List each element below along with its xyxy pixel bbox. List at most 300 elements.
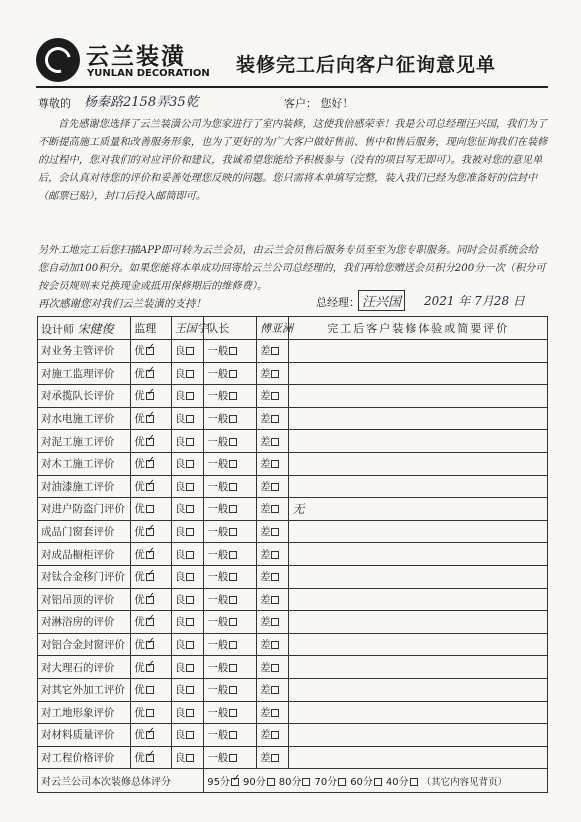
- option-checkbox[interactable]: [146, 664, 154, 672]
- table-row: [38, 656, 548, 679]
- option-cell[interactable]: [171, 701, 203, 724]
- option-checkbox[interactable]: [146, 370, 154, 378]
- option-checkbox[interactable]: [229, 460, 237, 468]
- option-cell[interactable]: [131, 633, 172, 656]
- option-checkbox[interactable]: [186, 415, 194, 423]
- score-checkbox[interactable]: [338, 778, 346, 786]
- option-label: 差: [259, 706, 271, 719]
- option-cell[interactable]: [131, 543, 172, 566]
- document-title: 装修完工后向客户征询意见单: [236, 54, 497, 76]
- option-label: 优: [134, 639, 145, 652]
- option-cell[interactable]: [256, 520, 288, 543]
- row-note[interactable]: [289, 543, 548, 566]
- option-label: 一般: [207, 413, 229, 426]
- row-note[interactable]: [289, 701, 548, 724]
- option-cell[interactable]: [256, 452, 288, 475]
- option-checkbox[interactable]: [229, 686, 237, 694]
- option-cell[interactable]: [204, 430, 257, 453]
- option-checkbox[interactable]: [271, 573, 279, 581]
- option-label: 良: [174, 571, 186, 584]
- row-note[interactable]: [289, 611, 548, 634]
- option-checkbox[interactable]: [146, 731, 154, 739]
- table-row: [38, 565, 548, 588]
- row-label: 对水电施工评价: [38, 407, 131, 430]
- option-cell[interactable]: [256, 656, 288, 679]
- option-cell[interactable]: [131, 407, 172, 430]
- table-row: [38, 452, 548, 475]
- option-cell[interactable]: [204, 565, 257, 588]
- row-label: 对工程价格评价: [38, 746, 131, 769]
- option-cell[interactable]: [171, 498, 203, 521]
- option-cell[interactable]: [171, 430, 203, 453]
- option-label: 一般: [207, 435, 229, 448]
- option-label: 一般: [207, 480, 229, 493]
- option-label: 差: [259, 593, 271, 606]
- option-cell[interactable]: [256, 678, 288, 701]
- row-note[interactable]: [289, 724, 548, 747]
- option-checkbox[interactable]: [146, 415, 154, 423]
- row-note[interactable]: [289, 385, 548, 408]
- option-checkbox[interactable]: [229, 709, 237, 717]
- score-checkbox[interactable]: [267, 778, 275, 786]
- option-cell[interactable]: [204, 385, 257, 408]
- option-label: 一般: [207, 729, 229, 742]
- option-checkbox[interactable]: [186, 709, 194, 717]
- option-label: 良: [174, 367, 186, 380]
- option-checkbox[interactable]: [146, 618, 154, 626]
- option-label: 一般: [207, 751, 229, 764]
- option-cell[interactable]: [256, 543, 288, 566]
- option-checkbox[interactable]: [186, 573, 194, 581]
- option-checkbox[interactable]: [229, 731, 237, 739]
- option-checkbox[interactable]: [271, 460, 279, 468]
- option-cell[interactable]: [171, 385, 203, 408]
- designer-label: 设计师: [41, 322, 74, 336]
- row-note[interactable]: [289, 362, 548, 385]
- option-cell[interactable]: [256, 701, 288, 724]
- gm-signature: 汪兴国: [358, 290, 405, 311]
- option-cell[interactable]: [131, 385, 172, 408]
- option-cell[interactable]: [171, 678, 203, 701]
- summary-label: 对云兰公司本次装修总体评分: [38, 769, 204, 793]
- row-label: 对承揽队长评价: [38, 385, 131, 408]
- option-cell[interactable]: [131, 340, 172, 363]
- option-label: 良: [174, 390, 186, 403]
- option-cell[interactable]: [256, 385, 288, 408]
- table-row: [38, 520, 548, 543]
- option-checkbox[interactable]: [186, 641, 194, 649]
- option-label: 优: [134, 345, 145, 358]
- option-checkbox[interactable]: [146, 709, 154, 717]
- option-label: 良: [174, 661, 186, 674]
- row-label: 对大理石的评价: [38, 656, 131, 679]
- row-label: 对其它外加工评价: [38, 678, 131, 701]
- option-checkbox[interactable]: [146, 573, 154, 581]
- score-option[interactable]: [314, 773, 346, 788]
- option-checkbox[interactable]: [186, 551, 194, 559]
- option-checkbox[interactable]: [271, 754, 279, 762]
- option-label: 一般: [207, 571, 229, 584]
- score-checkbox[interactable]: [374, 778, 382, 786]
- option-checkbox[interactable]: [146, 686, 154, 694]
- option-cell[interactable]: [131, 475, 172, 498]
- option-cell[interactable]: [131, 520, 172, 543]
- option-label: 一般: [207, 684, 229, 697]
- table-row: [38, 633, 548, 656]
- option-cell[interactable]: [204, 588, 257, 611]
- option-label: 差: [259, 616, 271, 629]
- option-checkbox[interactable]: [146, 505, 154, 513]
- option-checkbox[interactable]: [271, 709, 279, 717]
- foreman-label: 队长: [207, 322, 230, 335]
- option-label: 优: [134, 729, 145, 742]
- option-label: 优: [134, 458, 145, 471]
- option-cell[interactable]: [256, 724, 288, 747]
- option-cell[interactable]: [171, 452, 203, 475]
- option-checkbox[interactable]: [146, 596, 154, 604]
- table-row: [38, 475, 548, 498]
- option-label: 差: [259, 751, 271, 764]
- score-option[interactable]: [386, 773, 418, 788]
- option-cell[interactable]: [131, 724, 172, 747]
- option-label: 优: [134, 435, 145, 448]
- option-cell[interactable]: [204, 452, 257, 475]
- option-checkbox[interactable]: [271, 596, 279, 604]
- table-row: [38, 543, 548, 566]
- evaluation-table: [37, 316, 548, 793]
- option-cell[interactable]: [131, 656, 172, 679]
- option-label: 一般: [207, 367, 229, 380]
- option-cell[interactable]: [131, 701, 172, 724]
- option-cell[interactable]: [204, 475, 257, 498]
- option-checkbox[interactable]: [271, 438, 279, 446]
- option-cell[interactable]: [204, 362, 257, 385]
- designer-name: 宋健俊: [77, 321, 114, 336]
- option-cell[interactable]: [204, 656, 257, 679]
- table-row: [38, 498, 548, 521]
- option-cell[interactable]: [171, 565, 203, 588]
- row-label: 对铝吊顶的评价: [38, 588, 131, 611]
- option-checkbox[interactable]: [229, 415, 237, 423]
- option-cell[interactable]: [171, 633, 203, 656]
- option-cell[interactable]: [204, 498, 257, 521]
- table-row: [38, 588, 548, 611]
- score-checkbox[interactable]: [231, 778, 239, 786]
- option-cell[interactable]: [171, 520, 203, 543]
- option-label: 差: [259, 503, 271, 516]
- option-cell[interactable]: [171, 588, 203, 611]
- option-label: 良: [174, 548, 186, 561]
- option-checkbox[interactable]: [146, 347, 154, 355]
- option-label: 良: [174, 526, 186, 539]
- score-option[interactable]: [350, 773, 382, 788]
- option-label: 差: [259, 548, 271, 561]
- sign-date: 2021 年 7月28 日: [424, 294, 525, 308]
- row-label: 对工地形象评价: [38, 701, 131, 724]
- option-label: 优: [134, 503, 145, 516]
- option-checkbox[interactable]: [229, 754, 237, 762]
- option-checkbox[interactable]: [229, 641, 237, 649]
- option-label: 优: [134, 526, 145, 539]
- row-label: 对业务主管评价: [38, 340, 131, 363]
- option-checkbox[interactable]: [229, 392, 237, 400]
- option-cell[interactable]: [171, 543, 203, 566]
- option-checkbox[interactable]: [229, 551, 237, 559]
- row-note[interactable]: [289, 678, 548, 701]
- option-checkbox[interactable]: [229, 505, 237, 513]
- score-option[interactable]: [207, 773, 239, 788]
- option-checkbox[interactable]: [186, 731, 194, 739]
- option-cell[interactable]: [131, 362, 172, 385]
- option-cell[interactable]: [256, 430, 288, 453]
- foreman-name: 傅亚洲: [256, 317, 288, 340]
- row-label: 对材料质量评价: [38, 724, 131, 747]
- option-checkbox[interactable]: [271, 664, 279, 672]
- option-label: 差: [259, 390, 271, 403]
- option-checkbox[interactable]: [186, 686, 194, 694]
- option-label: 良: [174, 458, 186, 471]
- row-note[interactable]: [289, 633, 548, 656]
- score-label: 95分: [207, 777, 230, 789]
- note-header: 完工后客户装修体验或简要评价: [289, 317, 548, 340]
- row-label: 对施工监理评价: [38, 362, 131, 385]
- option-label: 差: [259, 367, 271, 380]
- row-note[interactable]: [289, 520, 548, 543]
- option-label: 良: [174, 706, 186, 719]
- option-checkbox[interactable]: [186, 596, 194, 604]
- option-label: 一般: [207, 661, 229, 674]
- option-cell[interactable]: [171, 407, 203, 430]
- option-cell[interactable]: [256, 340, 288, 363]
- option-checkbox[interactable]: [271, 731, 279, 739]
- score-option[interactable]: [279, 773, 311, 788]
- option-label: 良: [174, 503, 186, 516]
- supervisor-name: 王国宇: [171, 317, 203, 340]
- option-label: 良: [174, 593, 186, 606]
- option-label: 良: [174, 684, 186, 697]
- option-cell[interactable]: [171, 611, 203, 634]
- option-cell[interactable]: [171, 475, 203, 498]
- option-checkbox[interactable]: [186, 754, 194, 762]
- option-label: 差: [259, 345, 271, 358]
- table-row: [38, 746, 548, 769]
- option-label: 差: [259, 571, 271, 584]
- option-checkbox[interactable]: [186, 618, 194, 626]
- option-cell[interactable]: [256, 498, 288, 521]
- row-note[interactable]: [289, 565, 548, 588]
- option-checkbox[interactable]: [146, 483, 154, 491]
- option-cell[interactable]: [131, 746, 172, 769]
- option-cell[interactable]: [131, 430, 172, 453]
- option-cell[interactable]: [171, 746, 203, 769]
- option-checkbox[interactable]: [229, 370, 237, 378]
- option-label: 差: [259, 729, 271, 742]
- option-checkbox[interactable]: [229, 347, 237, 355]
- option-label: 一般: [207, 345, 229, 358]
- option-label: 优: [134, 706, 145, 719]
- option-cell[interactable]: [204, 633, 257, 656]
- option-label: 优: [134, 684, 145, 697]
- option-cell[interactable]: [131, 588, 172, 611]
- option-checkbox[interactable]: [146, 754, 154, 762]
- option-label: 优: [134, 751, 145, 764]
- option-checkbox[interactable]: [186, 392, 194, 400]
- option-cell[interactable]: [131, 498, 172, 521]
- row-label: 成品门窗套评价: [38, 520, 131, 543]
- option-checkbox[interactable]: [271, 347, 279, 355]
- option-checkbox[interactable]: [229, 438, 237, 446]
- option-label: 一般: [207, 548, 229, 561]
- table-row: [38, 430, 548, 453]
- supervisor-label: 监理: [131, 317, 172, 340]
- option-checkbox[interactable]: [229, 664, 237, 672]
- table-header-row: [38, 317, 548, 340]
- table-row: [38, 340, 548, 363]
- option-checkbox[interactable]: [186, 460, 194, 468]
- row-label: 对泥工施工评价: [38, 430, 131, 453]
- score-checkbox[interactable]: [302, 778, 310, 786]
- option-checkbox[interactable]: [186, 438, 194, 446]
- option-label: 一般: [207, 526, 229, 539]
- option-cell[interactable]: [256, 475, 288, 498]
- option-checkbox[interactable]: [271, 505, 279, 513]
- option-checkbox[interactable]: [146, 528, 154, 536]
- header-divider: [36, 86, 548, 88]
- option-checkbox[interactable]: [146, 460, 154, 468]
- option-checkbox[interactable]: [229, 596, 237, 604]
- option-cell[interactable]: [256, 588, 288, 611]
- option-cell[interactable]: [131, 611, 172, 634]
- option-checkbox[interactable]: [271, 551, 279, 559]
- option-cell[interactable]: [131, 452, 172, 475]
- option-cell[interactable]: [256, 565, 288, 588]
- option-checkbox[interactable]: [229, 573, 237, 581]
- option-checkbox[interactable]: [271, 392, 279, 400]
- option-cell[interactable]: [256, 746, 288, 769]
- option-label: 差: [259, 458, 271, 471]
- option-cell[interactable]: [171, 724, 203, 747]
- score-option[interactable]: [243, 773, 275, 788]
- option-label: 差: [259, 639, 271, 652]
- option-label: 差: [259, 413, 271, 426]
- option-checkbox[interactable]: [271, 415, 279, 423]
- row-note[interactable]: [289, 407, 548, 430]
- option-label: 优: [134, 571, 145, 584]
- score-label: 90分: [242, 777, 266, 789]
- score-checkbox[interactable]: [410, 778, 418, 786]
- letter-paragraph-2: 另外工地完工后您扫描APP即可转为云兰会员，由云兰会员售后服务专员至至为您专职服务。同时会员系统会给您自动加100积分。如果您能将本单成功回寄给云兰公司总经理的，我们再给您赠送会员积分200分一次（积分可按会员规则来兑换现金或抵用保修期后的维修费）。: [38, 245, 546, 292]
- row-note[interactable]: 无: [289, 498, 548, 521]
- option-cell[interactable]: [204, 340, 257, 363]
- option-label: 良: [174, 413, 186, 426]
- option-label: 一般: [207, 390, 229, 403]
- option-cell[interactable]: [204, 407, 257, 430]
- option-label: 良: [174, 751, 186, 764]
- option-checkbox[interactable]: [146, 438, 154, 446]
- option-cell[interactable]: [171, 362, 203, 385]
- row-note[interactable]: [289, 656, 548, 679]
- option-checkbox[interactable]: [146, 551, 154, 559]
- option-cell[interactable]: [204, 724, 257, 747]
- score-label: 70分: [314, 777, 338, 789]
- row-label: 对铝合金封窗评价: [38, 633, 131, 656]
- gm-label: 总经理：: [316, 296, 360, 309]
- row-label: 对油漆施工评价: [38, 475, 131, 498]
- option-label: 优: [134, 548, 145, 561]
- row-note[interactable]: [289, 475, 548, 498]
- option-checkbox[interactable]: [271, 528, 279, 536]
- summary-note: （其它内容见背页）: [421, 777, 508, 789]
- row-label: 对进户防盗门评价: [38, 498, 131, 521]
- option-label: 一般: [207, 616, 229, 629]
- summary-scores: [204, 769, 548, 793]
- option-label: 良: [174, 729, 186, 742]
- option-checkbox[interactable]: [186, 483, 194, 491]
- option-checkbox[interactable]: [229, 528, 237, 536]
- option-label: 良: [174, 345, 186, 358]
- option-checkbox[interactable]: [271, 686, 279, 694]
- option-cell[interactable]: [256, 611, 288, 634]
- option-label: 差: [259, 684, 271, 697]
- option-cell[interactable]: [204, 611, 257, 634]
- option-checkbox[interactable]: [271, 618, 279, 626]
- option-cell[interactable]: [204, 746, 257, 769]
- table-row: [38, 724, 548, 747]
- option-cell[interactable]: [256, 362, 288, 385]
- option-label: 差: [259, 661, 271, 674]
- option-checkbox[interactable]: [186, 528, 194, 536]
- row-label: 对成品橱柜评价: [38, 543, 131, 566]
- row-label: 对淋浴房的评价: [38, 611, 131, 634]
- option-label: 差: [259, 480, 271, 493]
- option-cell[interactable]: [171, 656, 203, 679]
- option-cell[interactable]: [131, 678, 172, 701]
- option-checkbox[interactable]: [271, 483, 279, 491]
- option-checkbox[interactable]: [186, 664, 194, 672]
- option-checkbox[interactable]: [229, 483, 237, 491]
- option-cell[interactable]: [131, 565, 172, 588]
- option-cell[interactable]: [204, 701, 257, 724]
- option-checkbox[interactable]: [271, 641, 279, 649]
- option-label: 良: [174, 616, 186, 629]
- option-label: 优: [134, 661, 145, 674]
- closing-line: 再次感谢您对我们云兰装潢的支持！: [38, 298, 206, 310]
- option-cell[interactable]: [171, 340, 203, 363]
- summary-row: [38, 769, 548, 793]
- option-checkbox[interactable]: [229, 618, 237, 626]
- option-checkbox[interactable]: [271, 370, 279, 378]
- option-checkbox[interactable]: [186, 370, 194, 378]
- table-row: [38, 611, 548, 634]
- score-label: 40分: [385, 777, 409, 789]
- option-checkbox[interactable]: [186, 347, 194, 355]
- option-cell[interactable]: [256, 407, 288, 430]
- option-cell[interactable]: [204, 678, 257, 701]
- option-cell[interactable]: [256, 633, 288, 656]
- customer-label: 客户： 您好！: [284, 97, 354, 110]
- option-checkbox[interactable]: [146, 392, 154, 400]
- row-note[interactable]: [289, 452, 548, 475]
- option-label: 优: [134, 413, 145, 426]
- option-cell[interactable]: [204, 543, 257, 566]
- row-note[interactable]: [289, 746, 548, 769]
- row-note[interactable]: [289, 588, 548, 611]
- row-note[interactable]: [289, 430, 548, 453]
- option-checkbox[interactable]: [146, 641, 154, 649]
- option-cell[interactable]: [204, 520, 257, 543]
- row-note[interactable]: [289, 340, 548, 363]
- option-checkbox[interactable]: [186, 505, 194, 513]
